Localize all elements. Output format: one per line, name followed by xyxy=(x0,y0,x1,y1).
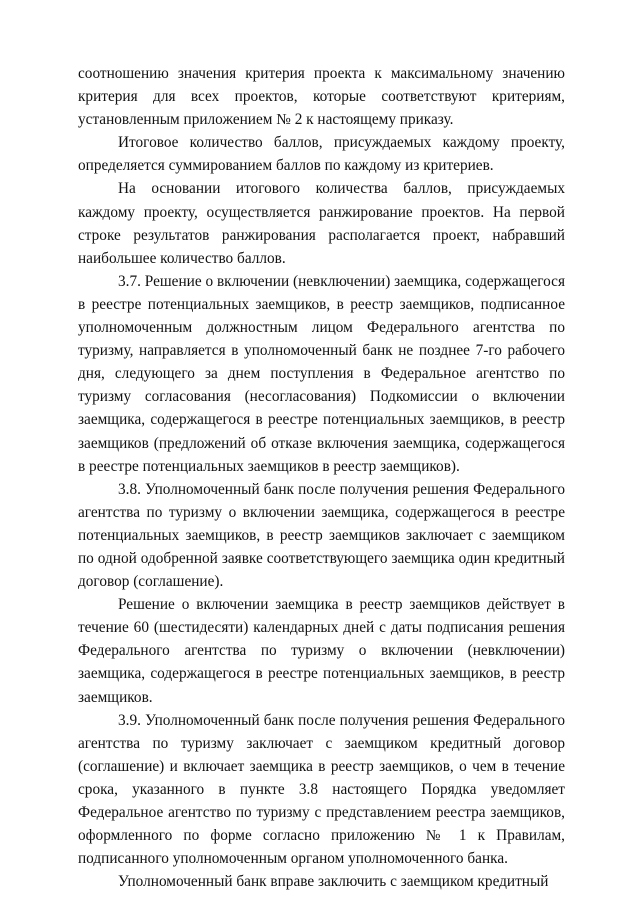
document-body xyxy=(78,62,565,893)
paragraph-3-7: 3.7. Решение о включении (невключении) заемщика, содержащегося в реестре потенциальных заемщиков, в реестр заемщиков, подписанное уполномоченным должностным лицом Федерального агентства по туризму, направляется в уполномоченный банк не позднее 7-го рабочего дня, следующего за днем поступления в Федеральное агентство по туризму согласования (несогласования) Подкомиссии о включении заемщика, содержащегося в реестре потенциальных заемщиков, в реестр заемщиков (предложений об отказе включения заемщика, содержащегося в реестре потенциальных заемщиков в реестр заемщиков). xyxy=(78,272,565,475)
paragraph-criteria-ratio: соотношению значения критерия проекта к максимальному значению критерия для всех проектов, которые соответствуют критериям, установленным приложением № 2 к настоящему приказу. xyxy=(78,65,565,129)
paragraph-bank-right: Уполномоченный банк вправе заключить с заемщиком кредитный xyxy=(118,873,549,891)
paragraph-ranking: На основании итогового количества баллов, присуждаемых каждому проекту, осуществляется ранжирование проектов. На первой строке результатов ранжирования располагается проект, набравший наибольшее количество баллов. xyxy=(78,180,565,267)
paragraph-decision-validity: Решение о включении заемщика в реестр заемщиков действует в течение 60 (шестидесяти) календарных дней с даты подписания решения Федерального агентства по туризму о включении (невключении) заемщика, содержащегося в реестре потенциальных заемщиков, в реестр заемщиков. xyxy=(78,596,565,706)
paragraph-3-9: 3.9. Уполномоченный банк после получения решения Федерального агентства по туризму заключает с заемщиком кредитный договор (соглашение) и включает заемщика в реестр заемщиков, о чем в течение срока, указанного в пункте 3.8 настоящего Порядка уведомляет Федеральное агентство по туризму с представлением реестра заемщиков, оформленного по форме согласно приложению № 1 к Правилам, подписанного уполномоченным органом уполномоченного банка. xyxy=(78,711,565,868)
paragraph-3-8: 3.8. Уполномоченный банк после получения решения Федерального агентства по туризму о включении заемщика, содержащегося в реестре потенциальных заемщиков, в реестр заемщиков заключает с заемщиком по одной одобренной заявке соответствующего заемщика один кредитный договор (соглашение). xyxy=(78,480,565,591)
paragraph-total-score: Итоговое количество баллов, присуждаемых каждому проекту, определяется суммированием баллов по каждому из критериев. xyxy=(78,134,565,175)
